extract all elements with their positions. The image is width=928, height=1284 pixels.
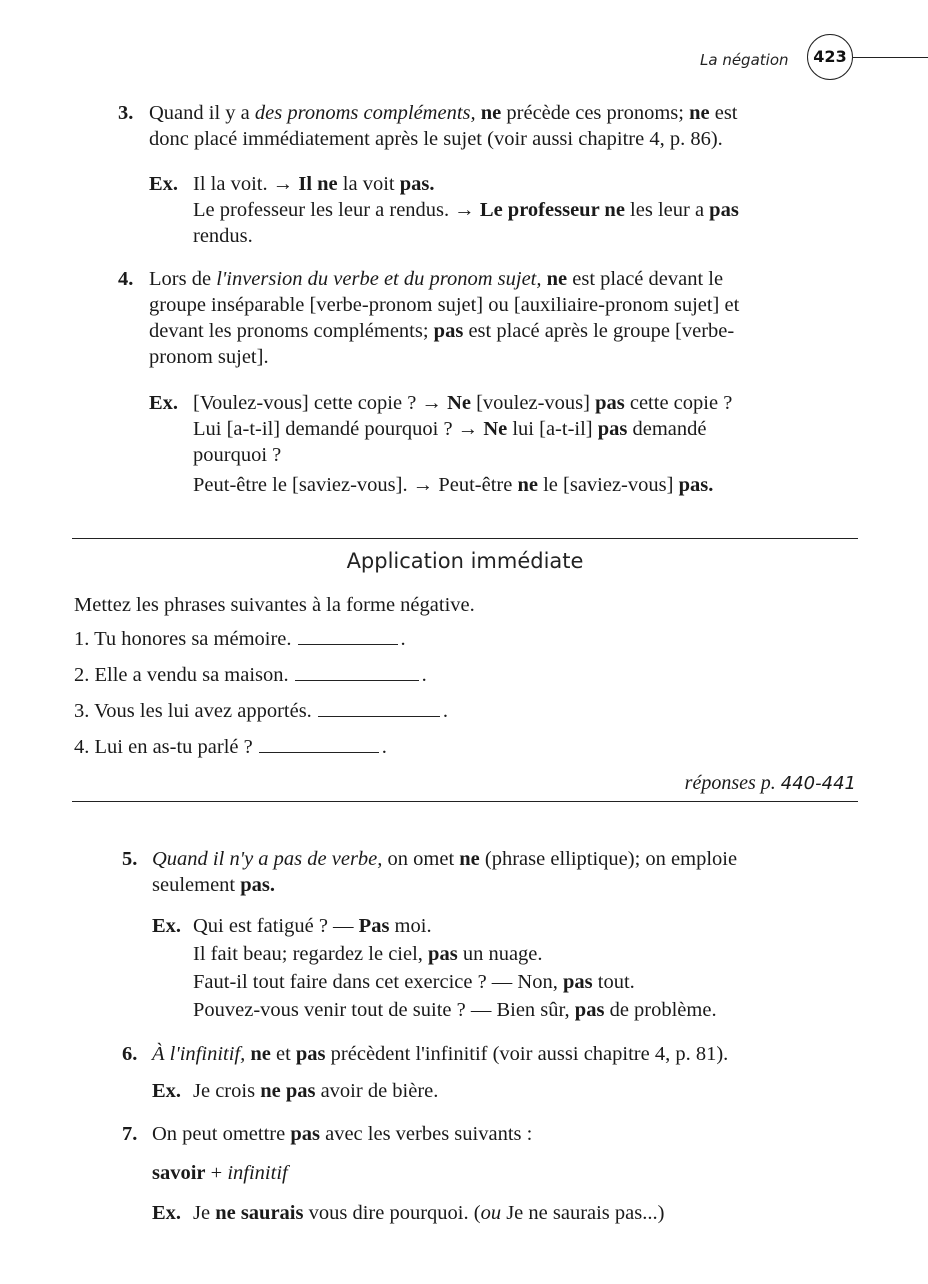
text: Il fait beau; regardez le ciel,: [193, 943, 429, 965]
text-line: rendus.: [193, 225, 253, 247]
exercise-item-4: [74, 734, 387, 760]
bold-text: pas: [295, 1043, 326, 1065]
punctuation: .: [421, 664, 427, 686]
exercise-item-2: [74, 662, 427, 688]
text-line: pourquoi ?: [193, 444, 282, 466]
bold-text: ne pas: [260, 1080, 316, 1102]
text: seulement: [152, 874, 241, 896]
rule-text: [152, 846, 842, 898]
text: Je: [193, 1202, 216, 1224]
bold-text: pas: [597, 418, 628, 440]
answers-pages: 440-441: [780, 773, 856, 794]
text: Lui [a-t-il] demandé pourquoi ? →: [193, 418, 484, 440]
text: On peut omettre: [152, 1123, 291, 1145]
item-number: 7.: [122, 1123, 138, 1145]
application-title: Application immédiate: [346, 549, 584, 573]
header-rule: [853, 57, 928, 58]
text: Je crois: [193, 1080, 261, 1102]
text: précède ces pronoms;: [501, 102, 690, 124]
answer-blank[interactable]: [318, 700, 440, 717]
example-label: Ex.: [149, 392, 179, 414]
exercise-item-1: [74, 626, 406, 652]
text: moi.: [389, 915, 432, 937]
item-number: 3.: [118, 102, 134, 124]
bold-text: ne: [517, 474, 538, 496]
exercise-text: 3. Vous les lui avez apportés.: [74, 700, 312, 722]
bold-text: ne: [459, 848, 480, 870]
bold-text: pas: [574, 999, 605, 1021]
example-label: Ex.: [152, 915, 182, 937]
bold-text: ne: [541, 268, 568, 290]
running-title: La négation: [700, 51, 789, 69]
example-label: Ex.: [152, 1202, 182, 1224]
page-number: 423: [807, 34, 853, 80]
rule-text: [152, 1041, 842, 1067]
bold-text: pas: [433, 320, 464, 342]
application-top-rule: [72, 538, 858, 539]
text: un nuage.: [457, 943, 543, 965]
examples: [193, 1200, 843, 1226]
bold-text: Ne: [447, 392, 471, 414]
answers-label: réponses p.: [684, 772, 781, 794]
italic-text: des pronoms compléments,: [254, 102, 476, 124]
bold-text: pas: [709, 199, 739, 221]
punctuation: .: [442, 700, 448, 722]
examples: [193, 913, 843, 1025]
text: les leur a: [624, 199, 710, 221]
text: est placé après le groupe [verbe-: [463, 320, 735, 342]
text: de problème.: [604, 999, 717, 1021]
bold-text: pas.: [240, 874, 276, 896]
examples: [193, 171, 843, 249]
italic-text: Quand il n'y a pas de verbe,: [152, 848, 383, 870]
answer-blank[interactable]: [298, 628, 398, 645]
rule-text: [152, 1121, 842, 1147]
text: (phrase elliptique); on emploie: [479, 848, 738, 870]
bold-text: Il ne: [298, 173, 338, 195]
text: [voulez-vous]: [470, 392, 596, 414]
bold-text: Ne: [483, 418, 508, 440]
bold-text: ne saurais: [215, 1202, 304, 1224]
punctuation: .: [400, 628, 406, 650]
bold-text: Pas: [358, 915, 390, 937]
text: avoir de bière.: [315, 1080, 439, 1102]
text: tout.: [592, 971, 635, 993]
item-number: 4.: [118, 268, 134, 290]
text: lui [a-t-il]: [507, 418, 598, 440]
italic-text: infinitif: [227, 1162, 288, 1184]
text: Il la voit. →: [193, 173, 299, 195]
rule-text: [149, 100, 839, 152]
text: demandé: [627, 418, 707, 440]
bold-text: pas.: [678, 474, 714, 496]
text: devant les pronoms compléments;: [149, 320, 434, 342]
text: Lors de: [149, 268, 217, 290]
exercise-item-3: [74, 698, 448, 724]
application-instruction: Mettez les phrases suivantes à la forme négative.: [74, 594, 475, 616]
exercise-text: 4. Lui en as-tu parlé ?: [74, 736, 253, 758]
bold-text: ne: [689, 102, 710, 124]
text: on omet: [382, 848, 460, 870]
exercise-text: 2. Elle a vendu sa maison.: [74, 664, 289, 686]
construction: [152, 1160, 288, 1186]
example-label: Ex.: [149, 173, 179, 195]
application-bottom-rule: [72, 801, 858, 802]
text-line: groupe inséparable [verbe-pronom sujet] ou [auxiliaire-pronom sujet] et: [149, 294, 740, 316]
bold-text: pas: [563, 971, 593, 993]
text: +: [205, 1162, 228, 1184]
text: Quand il y a: [149, 102, 255, 124]
italic-text: l'inversion du verbe et du pronom sujet,: [216, 268, 542, 290]
text: Pouvez-vous venir tout de suite ? — Bien sûr,: [193, 999, 575, 1021]
examples: [193, 390, 843, 498]
text: précèdent l'infinitif (voir aussi chapitre 4, p. 81).: [325, 1043, 729, 1065]
text: [Voulez-vous] cette copie ? →: [193, 392, 448, 414]
bold-text: savoir: [152, 1162, 206, 1184]
text: Peut-être le [saviez-vous]. → Peut-être: [193, 474, 518, 496]
text: est placé devant le: [567, 268, 724, 290]
example-label: Ex.: [152, 1080, 182, 1102]
answers-reference: [685, 770, 856, 797]
answer-blank[interactable]: [295, 664, 419, 681]
italic-text: ou: [480, 1202, 502, 1224]
text: la voit: [337, 173, 400, 195]
exercise-text: 1. Tu honores sa mémoire.: [74, 628, 292, 650]
bold-text: Le professeur ne: [479, 199, 625, 221]
punctuation: .: [381, 736, 387, 758]
bold-text: ne: [475, 102, 502, 124]
item-number: 5.: [122, 848, 138, 870]
text: le [saviez-vous]: [537, 474, 679, 496]
bold-text: pas.: [399, 173, 435, 195]
text-line: donc placé immédiatement après le sujet (voir aussi chapitre 4, p. 86).: [149, 128, 723, 150]
bold-text: pas: [428, 943, 458, 965]
rule-text: [149, 266, 839, 370]
text: vous dire pourquoi. (: [303, 1202, 481, 1224]
bold-text: ne: [245, 1043, 271, 1065]
bold-text: pas: [595, 392, 625, 414]
text: avec les verbes suivants :: [319, 1123, 533, 1145]
italic-text: À l'infinitif,: [152, 1043, 246, 1065]
text: Qui est fatigué ? —: [193, 915, 359, 937]
text: Je ne saurais pas...): [501, 1202, 665, 1224]
text: Faut-il tout faire dans cet exercice ? — Non,: [193, 971, 563, 993]
bold-text: pas: [290, 1123, 320, 1145]
text: est: [709, 102, 738, 124]
text: Le professeur les leur a rendus. →: [193, 199, 480, 221]
text-line: pronom sujet].: [149, 346, 269, 368]
answer-blank[interactable]: [259, 736, 379, 753]
item-number: 6.: [122, 1043, 138, 1065]
text: cette copie ?: [624, 392, 733, 414]
examples: [193, 1078, 843, 1104]
text: et: [270, 1043, 296, 1065]
